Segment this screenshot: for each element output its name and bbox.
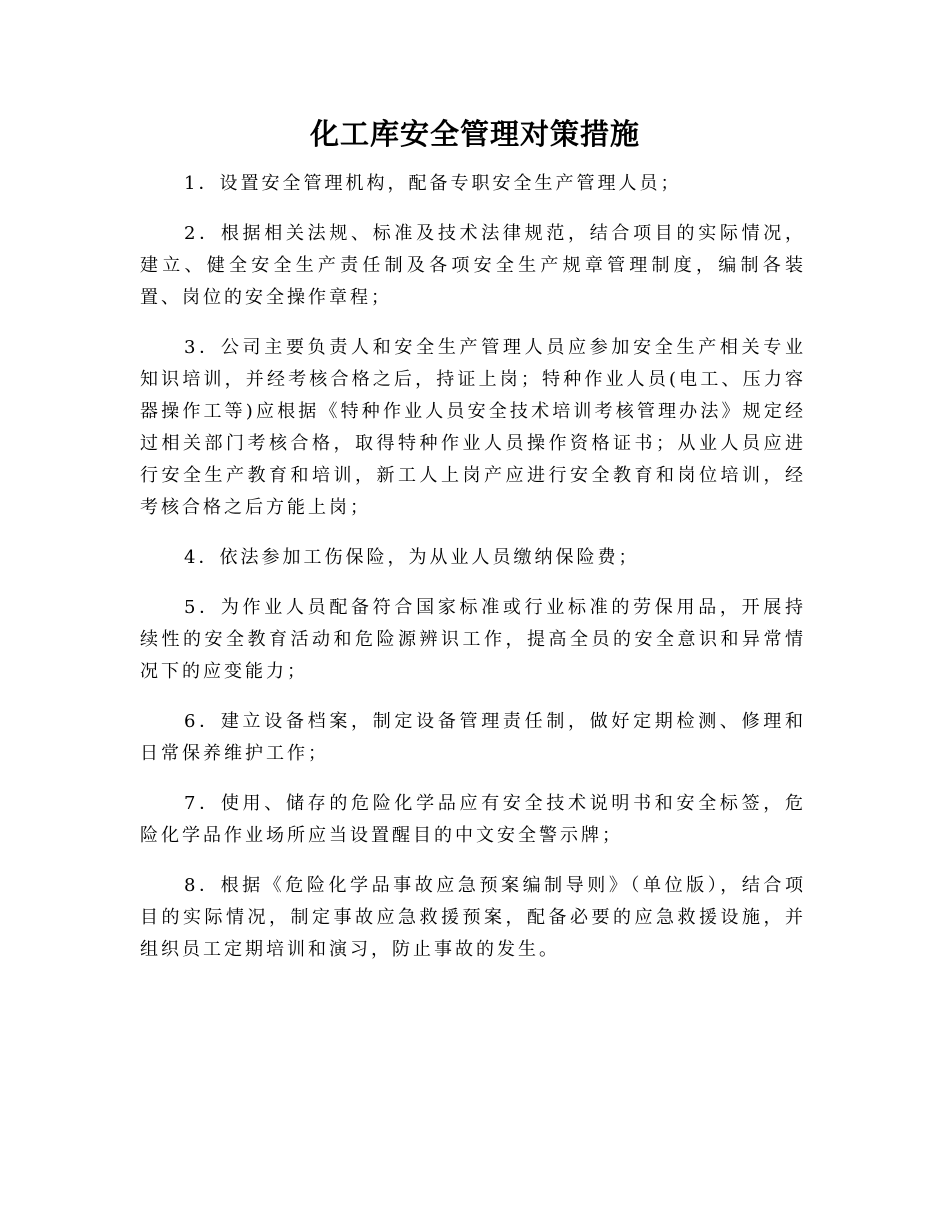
document-title: 化工库安全管理对策措施 [309, 117, 640, 151]
paragraph-4: 4．依法参加工伤保险，为从业人员缴纳保险费； [184, 547, 640, 568]
paragraph-6: 6．建立设备档案，制定设备管理责任制，做好定期检测、修理和日常保养维护工作； [140, 711, 806, 764]
paragraph-5: 5．为作业人员配备符合国家标准或行业标准的劳保用品，开展持续性的安全教育活动和危险源辨识工作，提高全员的安全意识和异常情况下的应变能力； [140, 597, 806, 682]
document-body [140, 168, 806, 984]
paragraph-2: 2．根据相关法规、标准及技术法律规范，结合项目的实际情况，建立、健全安全生产责任制及各项安全生产规章管理制度，编制各装置、岗位的安全操作章程； [140, 223, 806, 308]
paragraph-3: 3．公司主要负责人和安全生产管理人员应参加安全生产相关专业知识培训，并经考核合格之后，持证上岗；特种作业人员(电工、压力容器操作工等)应根据《特种作业人员安全技术培训考核管理办法》规定经过相关部门考核合格，取得特种作业人员操作资格证书；从业人员应进行安全生产教育和培训，新工人上岗产应进行安全教育和岗位培训，经考核合格之后方能上岗； [140, 337, 806, 518]
paragraph-7: 7．使用、储存的危险化学品应有安全技术说明书和安全标签，危险化学品作业场所应当设置醒目的中文安全警示牌； [140, 793, 806, 846]
paragraph-8: 8．根据《危险化学品事故应急预案编制导则》（单位版），结合项目的实际情况，制定事故应急救援预案，配备必要的应急救援设施，并组织员工定期培训和演习，防止事故的发生。 [140, 875, 806, 960]
paragraph-1: 1．设置安全管理机构，配备专职安全生产管理人员； [184, 173, 682, 194]
